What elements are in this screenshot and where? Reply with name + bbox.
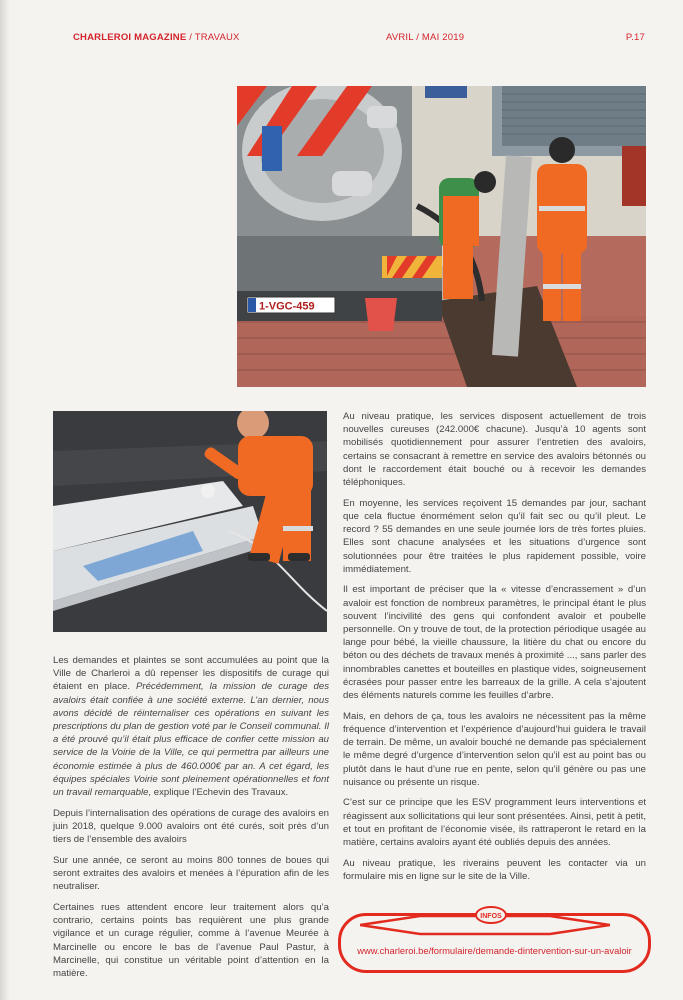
paragraph-niveau-pratique: Au niveau pratique, les services disposent actuellement de trois nouvelles cureuses (242.000€ chacune). Jusqu’à 10 agents sont mobilisés quotidiennement pour assurer l’entretien des avaloirs, certains se consacrant à remettre en service des avaloirs bétonnés ou dont le raccordement était bouché ou à recevoir les demandes téléphoniques. [343, 411, 646, 489]
photo-road-worker-illustration [53, 411, 327, 632]
header-magazine: CHARLEROI MAGAZINE / TRAVAUX [73, 32, 240, 43]
infos-link[interactable]: www.charleroi.be/formulaire/demande-dintervention-sur-un-avaloir [357, 945, 632, 956]
paragraph-esv: C’est sur ce principe que les ESV programment leurs interventions et réagissent aux sollicitations qui leur sont présentées. Ainsi, petit à petit, et tout en profitant de l’économie visée, ils rattraperont le retard en la matière, certains avaloirs ayant été oubliés depuis des années. [343, 797, 646, 849]
photo-road-worker [53, 411, 327, 632]
photo-sewer-truck [237, 86, 646, 387]
left-text-column [53, 654, 329, 988]
right-text-column [343, 410, 646, 891]
svg-text:1-VGC-459: 1-VGC-459 [259, 300, 315, 313]
paragraph-encrassement: Il est important de préciser que la « vitesse d’encrassement » d’un avaloir est fonction de nombreux paramètres, le principal étant le plus souvent l’incivilité des gens qui confondent avaloir et poubelle personnelle. On y trouve de tout, de la protection périodique usagée au lange pour bébé, la vieille chaussure, la litière du chat ou encore du béton ou des déchets de travaux menés à proximité ..., sans parler des innombrables canettes et bouteilles en plastique vides, soigneusement écrasées pour passer entre les barreaux de la grille. A cela s’ajoutent des éléments naturels comme les feuilles d’arbre. [343, 584, 646, 702]
page-header [73, 32, 645, 46]
page-edge-shadow [0, 0, 10, 1000]
paragraph-tonnes: Sur une année, ce seront au moins 800 tonnes de boues qui seront extraites des avaloirs et menées à l’épuration afin de les neutraliser. [53, 854, 329, 893]
paragraph-demandes: En moyenne, les services reçoivent 15 demandes par jour, sachant que cela fluctue énormément selon qu’il fait sec ou qu’il pleut. Le record ? 55 demandes en une seule journée lors de très fortes pluies. Elles sont chacune analysées et les situations d’urgence sont solutionnées pour être traitées le plus rapidement possible, voire immédiatement. [343, 497, 646, 575]
paragraph-internalisation: Depuis l’internalisation des opérations de curage des avaloirs en juin 2018, quelque 9.000 avaloirs ont été curés, soit près d’un tiers de l’ensemble des avaloirs [53, 807, 329, 846]
photo-sewer-truck-illustration [237, 86, 646, 387]
infos-label: INFOS [475, 906, 507, 924]
paragraph-frequence: Mais, en dehors de ça, tous les avaloirs ne nécessitent pas la même fréquence d’intervention et l’expérience d’aujourd’hui guidera le travail de terrain. De même, un avaloir bouché ne demande pas spécialement le même degré d’urgence d’intervention selon qu’il est au point bas ou plutôt dans le haut d’une rue en pente, selon qu’il génère ou pas une nuisance ou présente un risque. [343, 710, 646, 788]
header-page-number: P.17 [625, 32, 645, 43]
paragraph-points-bas: Certaines rues attendent encore leur traitement alors qu’a contrario, certains points bas requièrent une plus grande vigilance et un curage régulier, comme à l’avenue Meurée à Marcinelle ou encore le bas de l’avenue Paul Pastur, à Marcinelle, qui constitue un véritable point d’attention en la matière. [53, 901, 329, 979]
paragraph-intro: Les demandes et plaintes se sont accumulées au point que la Ville de Charleroi a dû repenser les dispositifs de curage qui étaient en place. Précédemment, la mission de curage des avaloirs était confiée à une société externe. L’an dernier, nous avons décidé de réinternaliser ces opérations en suivant les prescriptions du plan de gestion voté par le Conseil communal. Il a été prouvé qu’il était plus efficace de confier cette mission au service de la Voirie de la Ville, ce qui permettra par ailleurs une économie estimée à plus de 460.000€ par an. A cet égard, les équipes spéciales Voirie sont pleinement opérationnelles et font un travail remarquable, explique l’Echevin des Travaux. [53, 655, 329, 799]
header-date: AVRIL / MAI 2019 [386, 32, 465, 43]
paragraph-contact: Au niveau pratique, les riverains peuvent les contacter via un formulaire mis en ligne sur le site de la Ville. [343, 857, 646, 882]
